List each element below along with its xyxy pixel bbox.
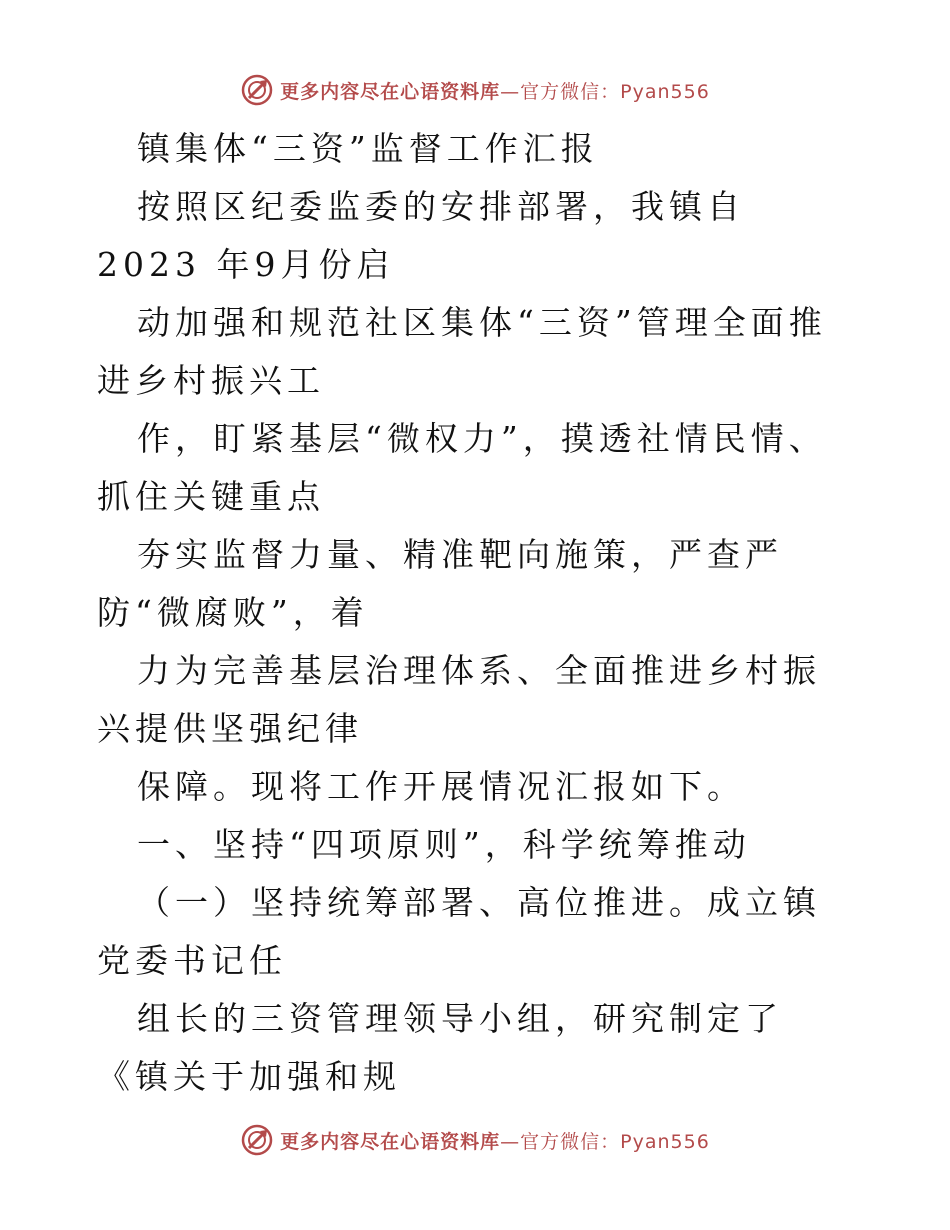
watermark-contact: 官方微信：Pyan556 bbox=[520, 80, 710, 103]
paragraph: 保障。现将工作开展情况汇报如下。 bbox=[137, 767, 745, 806]
watermark-banner-bottom bbox=[0, 1120, 950, 1160]
document-title: 镇集体“三资”监督工作汇报 bbox=[137, 129, 599, 168]
watermark-banner-top bbox=[0, 70, 950, 110]
paragraph: 组长的三资管理领导小组，研究制定了《镇关于加强和规 bbox=[97, 999, 783, 1096]
paragraph: 作，盯紧基层“微权力”，摸透社情民情、抓住关键重点 bbox=[97, 419, 827, 516]
watermark-text bbox=[280, 77, 710, 104]
watermark-main: 更多内容尽在心语资料库 bbox=[280, 1130, 501, 1153]
paragraph: （一）坚持统筹部署、高位推进。成立镇党委书记任 bbox=[97, 883, 821, 980]
watermark-text bbox=[280, 1127, 710, 1154]
document-body bbox=[97, 120, 857, 1106]
paragraph: 夯实监督力量、精准靶向施策，严查严防“微腐败”，着 bbox=[97, 535, 783, 632]
paragraph: 动加强和规范社区集体“三资”管理全面推进乡村振兴工 bbox=[97, 303, 827, 400]
watermark-dash: — bbox=[500, 80, 521, 103]
logo-icon bbox=[240, 73, 274, 107]
section-heading: 一、坚持“四项原则”，科学统筹推动 bbox=[137, 825, 751, 864]
watermark-contact: 官方微信：Pyan556 bbox=[520, 1130, 710, 1153]
watermark-main: 更多内容尽在心语资料库 bbox=[280, 80, 501, 103]
paragraph: 按照区纪委监委的安排部署，我镇自 2023 年9月份启 bbox=[97, 187, 745, 284]
logo-icon bbox=[240, 1123, 274, 1157]
paragraph: 力为完善基层治理体系、全面推进乡村振兴提供坚强纪律 bbox=[97, 651, 821, 748]
watermark-dash: — bbox=[500, 1130, 521, 1153]
